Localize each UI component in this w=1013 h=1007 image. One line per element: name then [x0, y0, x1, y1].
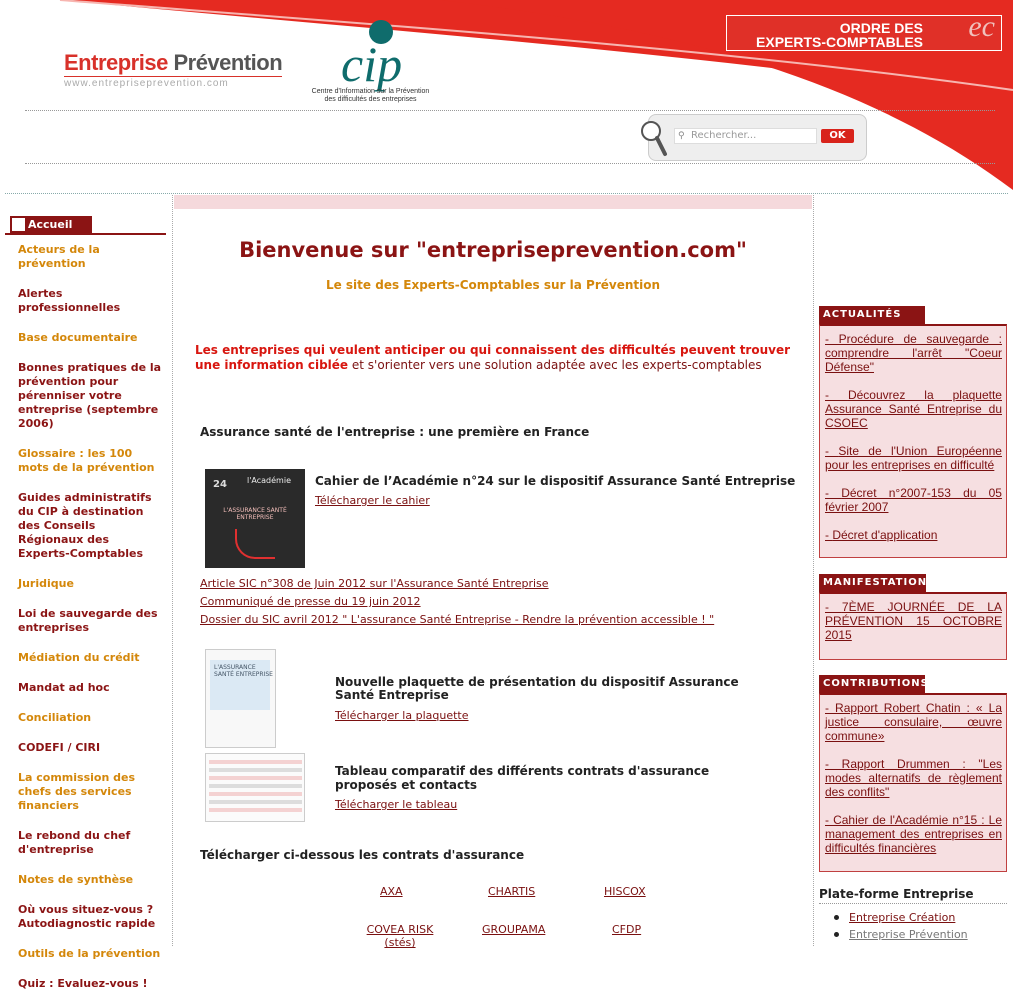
link-article-sic[interactable]: Article SIC n°308 de Juin 2012 sur l'Assurance Santé Entreprise — [200, 577, 549, 590]
download-tableau-link[interactable]: Télécharger le tableau — [335, 798, 458, 811]
contracts-title: Télécharger ci-dessous les contrats d'assurance — [200, 848, 525, 862]
cip-logo[interactable] — [308, 18, 433, 110]
sidebar-nav-item[interactable]: Où vous situez-vous ? Autodiagnostic rapide — [18, 903, 156, 930]
welcome-subtitle: Le site des Experts-Comptables sur la Prévention — [325, 278, 661, 292]
intro-rest: et s'orienter vers une solution adaptée avec les experts-comptables — [348, 358, 762, 372]
platform-link-creation[interactable]: Entreprise Création — [849, 911, 956, 924]
cip-caption: Centre d'Information sur la Prévention des difficultés des entreprises — [311, 88, 430, 103]
welcome-title: Bienvenue sur "entrepriseprevention.com" — [239, 238, 747, 262]
platform-divider — [819, 903, 1007, 904]
download-cahier-link[interactable]: Télécharger le cahier — [315, 494, 430, 507]
search-ok-button[interactable]: OK — [821, 129, 854, 143]
logo-text-2: Prévention — [173, 50, 283, 75]
entreprise-prevention-logo[interactable] — [64, 50, 282, 89]
logo-text-1: Entreprise — [64, 50, 168, 75]
insurer-link-hiscox[interactable]: HISCOX — [604, 885, 646, 898]
main-content — [174, 195, 812, 949]
cip-logo-text: cip — [341, 36, 403, 92]
sidebar-nav-item[interactable]: Conciliation — [18, 711, 92, 724]
actualite-link[interactable]: - Décret d'application — [825, 528, 938, 542]
home-tab-underline — [5, 233, 166, 235]
oec-line2: EXPERTS-COMPTABLES — [756, 34, 923, 50]
actualite-link[interactable]: - Site de l'Union Européenne pour les entreprises en difficulté — [825, 444, 1002, 472]
tableau-thumbnail-image[interactable] — [205, 753, 305, 822]
oec-ec-mark: ec — [968, 10, 995, 43]
contribution-link[interactable]: - Rapport Robert Chatin : « La justice consulaire, œuvre commune» — [825, 701, 1002, 743]
cahier-cover-brand: l'Académie — [247, 476, 291, 485]
header-divider-bottom — [25, 163, 995, 164]
actualites-tab: ACTUALITÉS — [819, 306, 925, 324]
link-communique[interactable]: Communiqué de presse du 19 juin 2012 — [200, 595, 421, 608]
home-tab[interactable] — [10, 216, 92, 233]
sidebar-nav-item[interactable]: Loi de sauvegarde des entreprises — [18, 607, 158, 634]
sidebar-nav-item[interactable]: Outils de la prévention — [18, 947, 161, 960]
sidebar-nav-item[interactable]: Notes de synthèse — [18, 873, 134, 886]
platform-item — [834, 926, 968, 943]
intro-text — [195, 343, 795, 373]
header-divider-top — [25, 110, 995, 111]
sidebar-nav-item[interactable]: CODEFI / CIRI — [18, 741, 101, 754]
left-sidebar — [5, 195, 173, 990]
section-title: Assurance santé de l'entreprise : une première en France — [200, 425, 590, 439]
actualites-box — [819, 324, 1007, 558]
tableau-title: Tableau comparatif des différents contrats d'assurance proposés et contacts — [335, 764, 710, 792]
sidebar-nav — [18, 243, 163, 1007]
sidebar-nav-item[interactable]: Juridique — [18, 577, 74, 590]
sidebar-nav-item[interactable]: Quiz : Evaluez-vous ! — [18, 977, 148, 990]
insurer-link-axa[interactable]: AXA — [380, 885, 403, 898]
plaquette-title: Nouvelle plaquette de présentation du dispositif Assurance Santé Entreprise — [335, 675, 739, 702]
contributions-box — [819, 693, 1007, 872]
manifestation-link[interactable]: - 7ÈME JOURNÉE DE LA PRÉVENTION 15 OCTOBRE 2015 — [825, 600, 1002, 642]
manifestations-box — [819, 592, 1007, 660]
magnifier-icon — [638, 118, 682, 162]
download-plaquette-link[interactable]: Télécharger la plaquette — [335, 709, 469, 722]
right-sidebar — [813, 195, 1013, 946]
insurer-link-cfdp[interactable]: CFDP — [612, 923, 642, 936]
insurer-link-chartis[interactable]: CHARTIS — [488, 885, 536, 898]
link-dossier-sic[interactable]: Dossier du SIC avril 2012 " L'assurance Santé Entreprise - Rendre la prévention accessible ! " — [200, 613, 715, 626]
tableau-thumb-row — [209, 760, 302, 764]
manifestations-tab: MANIFESTATIONS — [819, 574, 926, 592]
plaquette-cover-title: L'ASSURANCE SANTÉ ENTREPRISE — [214, 664, 273, 678]
sidebar-nav-item[interactable]: Base documentaire — [18, 331, 138, 344]
search-icon: ⚲ — [678, 131, 685, 141]
tableau-thumb-row — [209, 792, 302, 796]
platform-link-prevention[interactable]: Entreprise Prévention — [849, 928, 968, 941]
contributions-tab: CONTRIBUTIONS — [819, 675, 925, 693]
sidebar-nav-item[interactable]: La commission des chefs des services financiers — [18, 771, 135, 812]
tableau-thumb-row — [209, 808, 302, 812]
cip-logo-graphic — [308, 18, 433, 92]
search-placeholder: Rechercher... — [691, 130, 757, 141]
cahier-cover-number: 24 — [213, 479, 227, 490]
platform-item — [834, 909, 968, 926]
tableau-thumb-row — [209, 768, 302, 772]
actualite-link[interactable]: - Découvrez la plaquette Assurance Santé Entreprise du CSOEC — [825, 388, 1002, 430]
home-icon — [12, 218, 25, 231]
sidebar-nav-item[interactable]: Bonnes pratiques de la prévention pour pérenniser votre entreprise (septembre 2006) — [18, 361, 162, 430]
tableau-thumb-row — [209, 800, 302, 804]
sidebar-nav-item[interactable]: Médiation du crédit — [18, 651, 140, 664]
cahier-cover-image[interactable] — [205, 469, 305, 568]
actualite-link[interactable]: - Décret n°2007-153 du 05 février 2007 — [825, 486, 1002, 514]
cahier-cover-title: L'ASSURANCE SANTÉ ENTREPRISE — [223, 507, 287, 521]
sidebar-nav-item[interactable]: Guides administratifs du CIP à destination des Conseils Régionaux des Experts-Comptables — [18, 491, 152, 560]
home-tab-label: Accueil — [28, 218, 73, 231]
search-input[interactable] — [674, 128, 817, 144]
platform-title: Plate-forme Entreprise — [819, 887, 974, 901]
tableau-thumb-row — [209, 784, 302, 788]
cahier-title: Cahier de l’Académie n°24 sur le dispositif Assurance Santé Entreprise — [315, 474, 796, 488]
related-links — [200, 575, 714, 629]
content-top-bar — [174, 195, 812, 209]
logo-url: www.entrepriseprevention.com — [64, 76, 282, 89]
oec-line1: ORDRE DES — [839, 20, 923, 36]
sidebar-nav-item[interactable]: Le rebond du chef d'entreprise — [18, 829, 131, 856]
header-bottom-rule — [5, 193, 1008, 194]
oec-logo[interactable] — [726, 10, 1002, 51]
site-header — [0, 0, 1013, 192]
tableau-thumb-row — [209, 776, 302, 780]
insurer-link-covea[interactable]: COVEA RISK (stés) — [366, 923, 434, 949]
sidebar-nav-item[interactable]: Alertes professionnelles — [18, 287, 121, 314]
sidebar-nav-item[interactable]: Glossaire : les 100 mots de la prévention — [18, 447, 155, 474]
intro-highlight: Les entreprises qui veulent anticiper ou qui connaissent des difficultés peuvent trouver une information ciblée — [195, 343, 791, 372]
plaquette-cover-image[interactable] — [205, 649, 276, 748]
platform-list — [834, 909, 968, 943]
sidebar-nav-item[interactable]: Mandat ad hoc — [18, 681, 110, 694]
cahier-cover-graphic — [235, 529, 275, 559]
insurer-link-groupama[interactable]: GROUPAMA — [482, 923, 546, 936]
sidebar-nav-item[interactable]: Acteurs de la prévention — [18, 243, 100, 270]
contribution-link[interactable]: - Rapport Drummen : "Les modes alternatifs de règlement des conflits" — [825, 757, 1002, 799]
contribution-link[interactable]: - Cahier de l'Académie n°15 : Le management des entreprises en difficultés financières — [825, 813, 1002, 855]
actualite-link[interactable]: - Procédure de sauvegarde : comprendre l'arrêt "Coeur Défense" — [825, 332, 1002, 374]
